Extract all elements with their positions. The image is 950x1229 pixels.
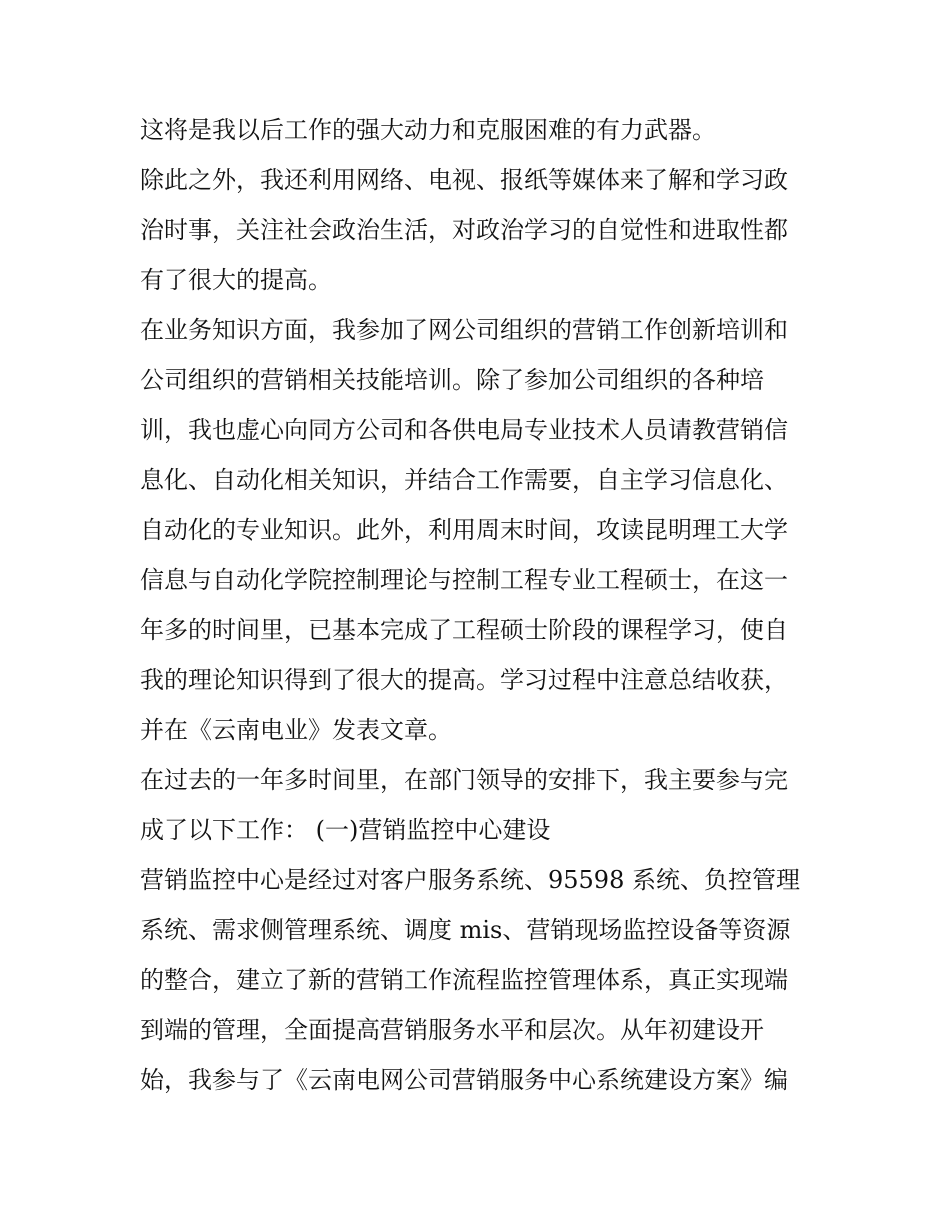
text-line: 公司组织的营销相关技能培训。除了参加公司组织的各种培 (140, 366, 764, 394)
text-line: 并在《云南电业》发表文章。 (140, 716, 452, 744)
text-line: 系统、需求侧管理系统、调度 mis、营销现场监控设备等资源 (140, 916, 791, 944)
text-line: 息化、自动化相关知识，并结合工作需要，自主学习信息化、 (140, 466, 788, 494)
text-line: 始，我参与了《云南电网公司营销服务中心系统建设方案》编 (140, 1066, 788, 1094)
text-line: 有了很大的提高。 (140, 266, 332, 294)
text-line: 在过去的一年多时间里，在部门领导的安排下，我主要参与完 (140, 766, 788, 794)
text-line: 到端的管理，全面提高营销服务水平和层次。从年初建设开 (140, 1016, 764, 1044)
text-line: 的整合，建立了新的营销工作流程监控管理体系，真正实现端 (140, 966, 788, 994)
text-line: 成了以下工作： (一)营销监控中心建设 (140, 816, 551, 844)
text-line: 除此之外，我还利用网络、电视、报纸等媒体来了解和学习政 (140, 166, 788, 194)
text-line: 我的理论知识得到了很大的提高。学习过程中注意总结收获， (140, 666, 788, 694)
text-line: 自动化的专业知识。此外，利用周末时间，攻读昆明理工大学 (140, 516, 788, 544)
text-line: 年多的时间里，已基本完成了工程硕士阶段的课程学习，使自 (140, 616, 788, 644)
text-line: 在业务知识方面，我参加了网公司组织的营销工作创新培训和 (140, 316, 788, 344)
text-line: 这将是我以后工作的强大动力和克服困难的有力武器。 (140, 116, 716, 144)
text-line: 治时事，关注社会政治生活，对政治学习的自觉性和进取性都 (140, 216, 788, 244)
text-line: 训，我也虚心向同方公司和各供电局专业技术人员请教营销信 (140, 416, 788, 444)
text-line: 营销监控中心是经过对客户服务系统、95598 系统、负控管理 (140, 866, 800, 894)
text-line: 信息与自动化学院控制理论与控制工程专业工程硕士，在这一 (140, 566, 788, 594)
document-body (140, 105, 820, 1105)
